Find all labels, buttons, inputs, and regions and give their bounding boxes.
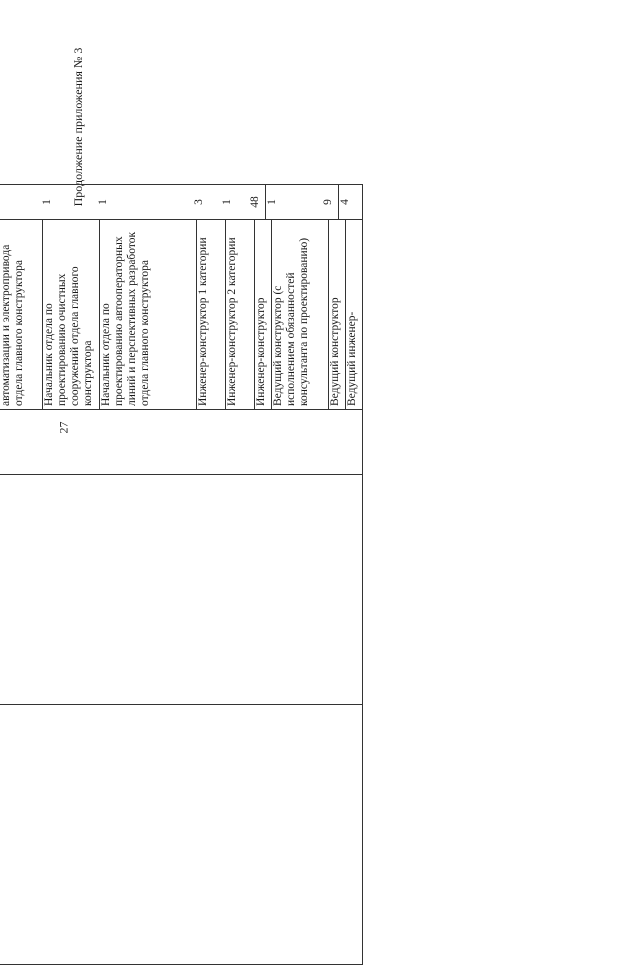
page-number: 27 bbox=[56, 421, 71, 434]
table-row bbox=[346, 220, 363, 409]
count-cell: 4 bbox=[339, 199, 351, 205]
position-cell: Инженер-конструктор bbox=[255, 220, 272, 409]
column-3-cell bbox=[0, 410, 363, 475]
table-row bbox=[226, 220, 255, 409]
table-row bbox=[272, 220, 329, 409]
position-cell: Ведущий конструктор (с исполнением обязанностей консультанта по проектированию) bbox=[272, 220, 329, 409]
count-cell: 1 bbox=[266, 199, 278, 205]
position-cell: автоматизации и электропривода отдела главного конструктора bbox=[0, 220, 43, 409]
count-cell: 9 bbox=[322, 185, 339, 219]
position-subtable bbox=[0, 220, 362, 409]
table-row bbox=[43, 220, 100, 409]
position-cell: Инженер-конструктор 1 категории bbox=[197, 220, 226, 409]
table-row bbox=[249, 185, 266, 219]
table-row bbox=[41, 185, 97, 219]
table-row bbox=[100, 220, 197, 409]
count-cell: 1 bbox=[221, 199, 233, 205]
position-cell: Начальник отдела по проектированию очистных сооружений отдела главного конструктора bbox=[43, 220, 100, 409]
count-cell: 1 bbox=[41, 199, 53, 205]
table-row bbox=[255, 220, 272, 409]
count-cell: 1 bbox=[97, 199, 109, 205]
table-row bbox=[339, 185, 356, 219]
table-row bbox=[197, 220, 226, 409]
table-row bbox=[322, 185, 339, 219]
table-row bbox=[193, 185, 221, 219]
table-row bbox=[221, 185, 249, 219]
column-2-cell bbox=[0, 475, 363, 705]
position-cell: Начальник отдела по проектированию автооператорных линий и перспективных разработок отдела главного конструктора bbox=[100, 220, 197, 409]
count-cell bbox=[0, 185, 41, 219]
staff-table bbox=[0, 184, 363, 965]
table-body-row bbox=[0, 185, 363, 965]
table-row bbox=[0, 220, 43, 409]
position-cell: Ведущий конструктор bbox=[329, 220, 346, 409]
count-subtable bbox=[0, 185, 355, 219]
table-wrapper bbox=[0, 185, 358, 965]
appendix-continuation-note: Продолжение приложения № 3 bbox=[71, 47, 85, 207]
table-row bbox=[329, 220, 346, 409]
table-row bbox=[97, 185, 193, 219]
count-cell: 48 bbox=[249, 185, 266, 219]
table-row bbox=[0, 185, 41, 219]
table-row bbox=[266, 185, 323, 219]
position-column bbox=[0, 220, 363, 410]
count-column bbox=[0, 185, 363, 220]
position-cell: Ведущий инженер- bbox=[346, 311, 358, 406]
position-cell: Инженер-конструктор 2 категории bbox=[226, 220, 255, 409]
column-1-cell bbox=[0, 705, 363, 965]
count-cell: 3 bbox=[193, 199, 205, 205]
